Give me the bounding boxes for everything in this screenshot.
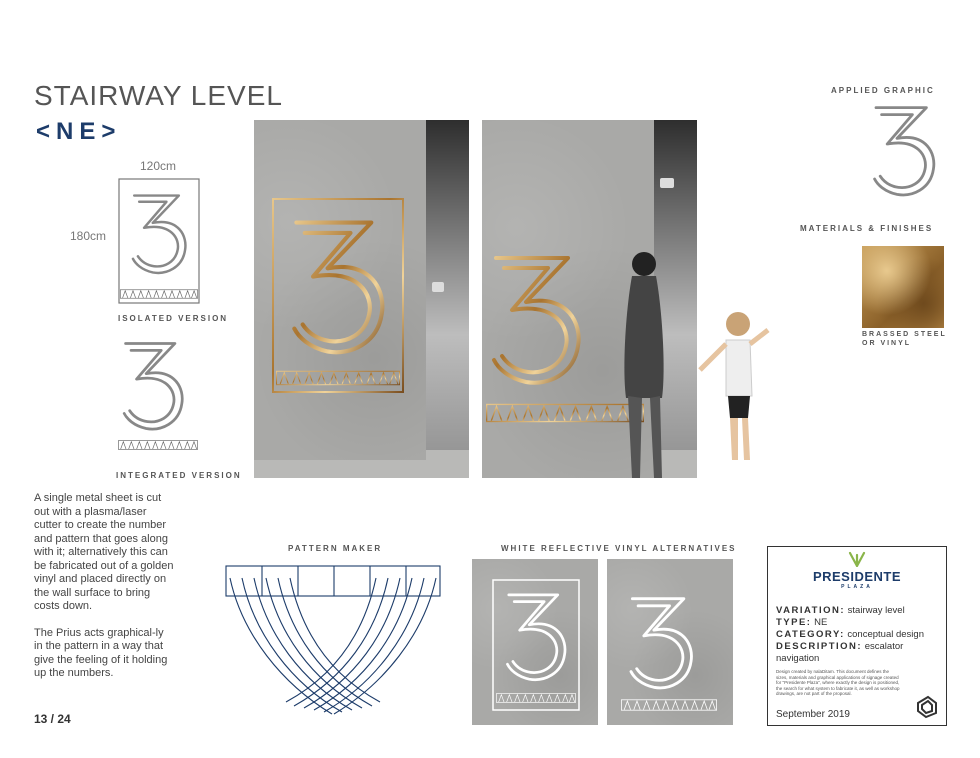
- pattern-maker-label: PATTERN MAKER: [288, 544, 383, 553]
- description-paragraph-1: A single metal sheet is cut out with a plasma/laser cutter to create the number and pattern that goes along with it; alternatively this can be fabricated out of a golden vinyl and placed directly on the wall surface to bring costs down.: [34, 492, 174, 612]
- people-photo: [622, 248, 697, 478]
- material-name-line1: BRASSED STEEL: [862, 331, 947, 338]
- studio-logo-icon: [914, 695, 940, 719]
- category-label: CATEGORY:: [776, 629, 845, 640]
- type-value: NE: [814, 617, 828, 628]
- vinyl-panel-integrated: [607, 559, 733, 725]
- vinyl-framed-numeral: [492, 579, 580, 713]
- brand-sub: PLAZA: [841, 584, 873, 590]
- brass-swatch: [862, 246, 944, 328]
- applied-graphic-label: APPLIED GRAPHIC: [831, 86, 935, 95]
- page-number: 13 / 24: [34, 712, 71, 726]
- page-title: STAIRWAY LEVEL: [34, 80, 283, 111]
- vinyl-alternatives-label: WHITE REFLECTIVE VINYL ALTERNATIVES: [501, 544, 737, 553]
- render-isolated: [254, 120, 469, 478]
- variation-label: VARIATION:: [776, 605, 846, 616]
- isolated-version-label: ISOLATED VERSION: [118, 314, 229, 323]
- description-label: DESCRIPTION:: [776, 641, 863, 652]
- date: September 2019: [776, 709, 850, 720]
- description-paragraph-2: The Prius acts graphical-ly in the pattern in a way that give the feeling of it holding up the numbers.: [34, 626, 168, 679]
- page-subtitle: <NE>: [36, 118, 122, 145]
- info-card: [767, 546, 947, 726]
- description-text: [34, 492, 174, 694]
- pattern-maker-drawing: [222, 564, 444, 720]
- leaf-logo-icon: [848, 551, 866, 567]
- material-name-line2: OR VINYL: [862, 340, 912, 347]
- vinyl-panel-framed: [472, 559, 598, 725]
- integrated-version-label: INTEGRATED VERSION: [116, 471, 242, 480]
- type-label: TYPE:: [776, 617, 812, 628]
- brand-name: PRESIDENTE: [812, 569, 902, 584]
- vinyl-integrated-numeral: [621, 593, 721, 719]
- materials-label: MATERIALS & FINISHES: [800, 224, 934, 233]
- brass-sign-isolated: [272, 198, 404, 393]
- fine-print: Design created by nalaDitam. This document defines the sizes, materials and graphical applications of signage created for "Presidente Plaza", where exactly the design is positioned, the search for what system to fabricate it, as well as workshop drawings, are not part of the proposal.: [776, 669, 900, 696]
- card-details: [776, 605, 946, 665]
- category-value: conceptual design: [847, 629, 924, 640]
- child-photo: [696, 300, 776, 476]
- integrated-sign-drawing: [118, 338, 200, 464]
- isolated-sign-drawing: [118, 178, 200, 304]
- variation-value: stairway level: [847, 605, 905, 616]
- description-value: escalator navigation: [776, 641, 904, 664]
- applied-graphic-numeral: [868, 102, 948, 204]
- render-integrated: [482, 120, 697, 478]
- height-dimension: 180cm: [70, 229, 107, 243]
- width-dimension: 120cm: [140, 159, 177, 173]
